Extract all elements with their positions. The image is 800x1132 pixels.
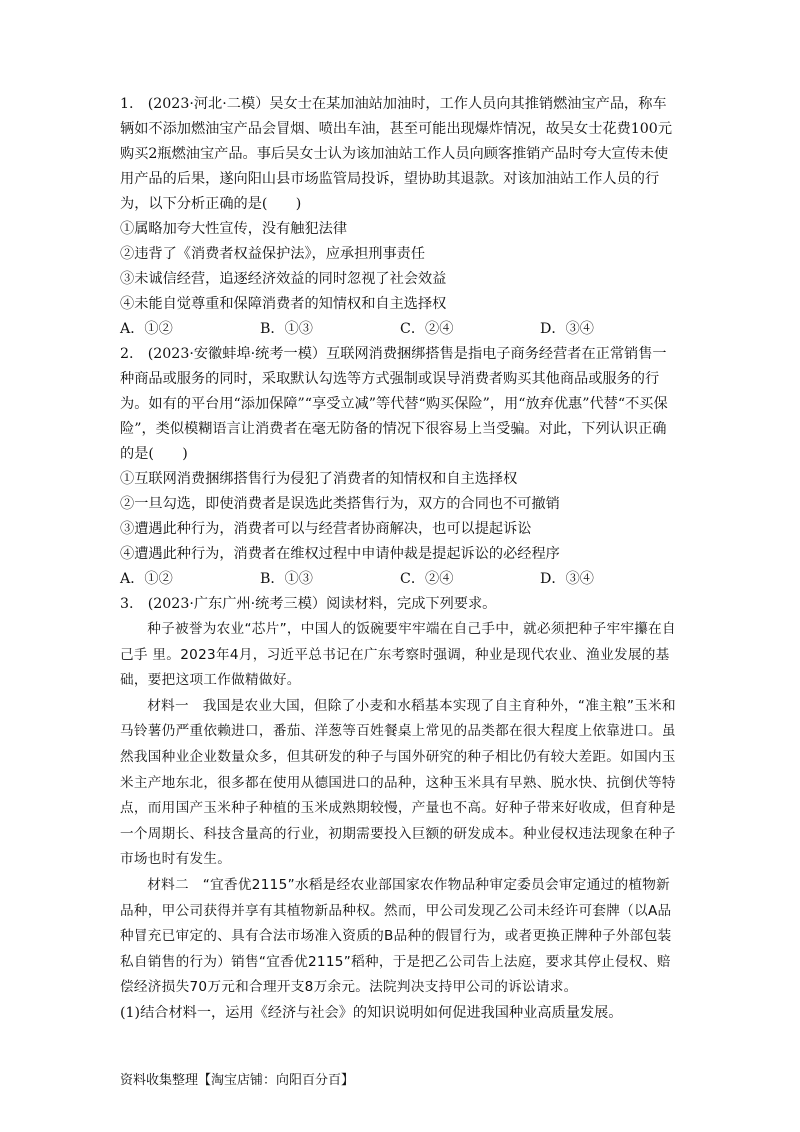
question-2-options <box>120 567 680 592</box>
question-1-option-b: B．①③ <box>260 321 313 337</box>
question-2-option-c: C．②④ <box>400 571 454 587</box>
question-1-item-2: ②违背了《消费者权益保护法》，应承担刑事责任 <box>120 246 426 262</box>
question-1-item-3: ③未诚信经营，追逐经济效益的同时忽视了社会效益 <box>120 271 447 287</box>
question-3-sub-1: (1)结合材料一，运用《经济与社会》的知识说明如何促进我国种业高质量发展。 <box>120 1004 623 1021</box>
question-2-option-d: D．③④ <box>540 571 594 587</box>
question-2-stem: 2. (2023·安徽蚌埠·统考一模）互联网消费捆绑搭售是指电子商务经营者在正常销售一种商品或服务的同时，采取默认勾选等方式强制或误导消费者购买其他商品或服务的行为。如有的平台用“添加保障”“享受立减”等代替“购买保险”，用“放弃优惠”代替“不买保险”，类似模糊语言让消费者在毫无防备的情况下很容易上当受骗。对此，下列认识正确的是( ) <box>120 346 668 462</box>
question-2-item-3: ③遭遇此种行为，消费者可以与经营者协商解决，也可以提起诉讼 <box>120 521 532 537</box>
question-1-option-a: A．①② <box>120 321 173 337</box>
page-footer: 资料收集整理【淘宝店铺：向阳百分百】 <box>120 1073 355 1088</box>
question-2-item-1: ①互联网消费捆绑搭售行为侵犯了消费者的知情权和自主选择权 <box>120 471 518 487</box>
question-1-item-1: ①属略加夸大性宣传，没有触犯法律 <box>120 221 348 237</box>
question-1-option-d: D．③④ <box>540 321 594 337</box>
material-1: 材料一 我国是农业大国，但除了小麦和水稻基本实现了自主育种外，“准主粮”玉米和马铃薯仍严重依赖进口，番茄、洋葱等百姓餐桌上常见的品类都在很大程度上依靠进口。虽然我国种业企业数量众多，但其研发的种子与国外研究的种子相比仍有较大差距。如国内玉米主产地东北，很多都在使用从德国进口的品种，这种玉米具有早熟、脱水快、抗倒伏等特点，而用国产玉米种子种植的玉米成熟期较慢，产量也不高。好种子带来好收成，但育种是一个周期长、科技含量高的行业，初期需要投入巨额的研发成本。种业侵权违法现象在种子市场也时有发生。 <box>120 697 676 868</box>
question-1-option-c: C．②④ <box>400 321 454 337</box>
document-content <box>120 92 680 1026</box>
question-3-intro: 种子被誉为农业“芯片”，中国人的饭碗要牢牢端在自己手中，就必须把种子牢牢攥在自己手 里。2023年4月，习近平总书记在广东考察时强调，种业是现代农业、渔业发展的基础，要把这项工作做精做好。 <box>120 621 676 689</box>
question-2-option-b: B．①③ <box>260 571 313 587</box>
question-2-item-4: ④遭遇此种行为，消费者在维权过程中申请仲裁是提起诉讼的必经程序 <box>120 546 560 562</box>
question-1-options <box>120 317 680 342</box>
material-2: 材料二 “宜香优2115”水稻是经农业部国家农作物品种审定委员会审定通过的植物新品种，甲公司获得并享有其植物新品种权。然而，甲公司发现乙公司未经许可套牌（以A品种冒充已审定的、具有合法市场准入资质的B品种的假冒行为，或者更换正牌种子外部包装私自销售的行为）销售“宜香优2115”稻种，于是把乙公司告上法庭，要求其停止侵权、赔偿经济损失70万元和合理开支8万余元。法院判决支持甲公司的诉讼请求。 <box>120 876 672 996</box>
question-3-stem: 3. (2023·广东广州·统考三模）阅读材料，完成下列要求。 <box>120 596 497 612</box>
question-1-item-4: ④未能自觉尊重和保障消费者的知情权和自主选择权 <box>120 296 447 312</box>
question-1-stem: 1. (2023·河北·二模）吴女士在某加油站加油时，工作人员向其推销燃油宝产品，称车辆如不添加燃油宝产品会冒烟、喷出车油，甚至可能出现爆炸情况，故吴女士花费100元购买2瓶燃油宝产品。事后吴女士认为该加油站工作人员向顾客推销产品时夸大宣传未使用产品的后果，遂向阳山县市场监管局投诉，望协助其退款。对该加油站工作人员的行为，以下分析正确的是( ) <box>120 96 673 212</box>
question-2-option-a: A．①② <box>120 571 173 587</box>
question-2-item-2: ②一旦勾选，即使消费者是误选此类搭售行为，双方的合同也不可撤销 <box>120 496 560 512</box>
